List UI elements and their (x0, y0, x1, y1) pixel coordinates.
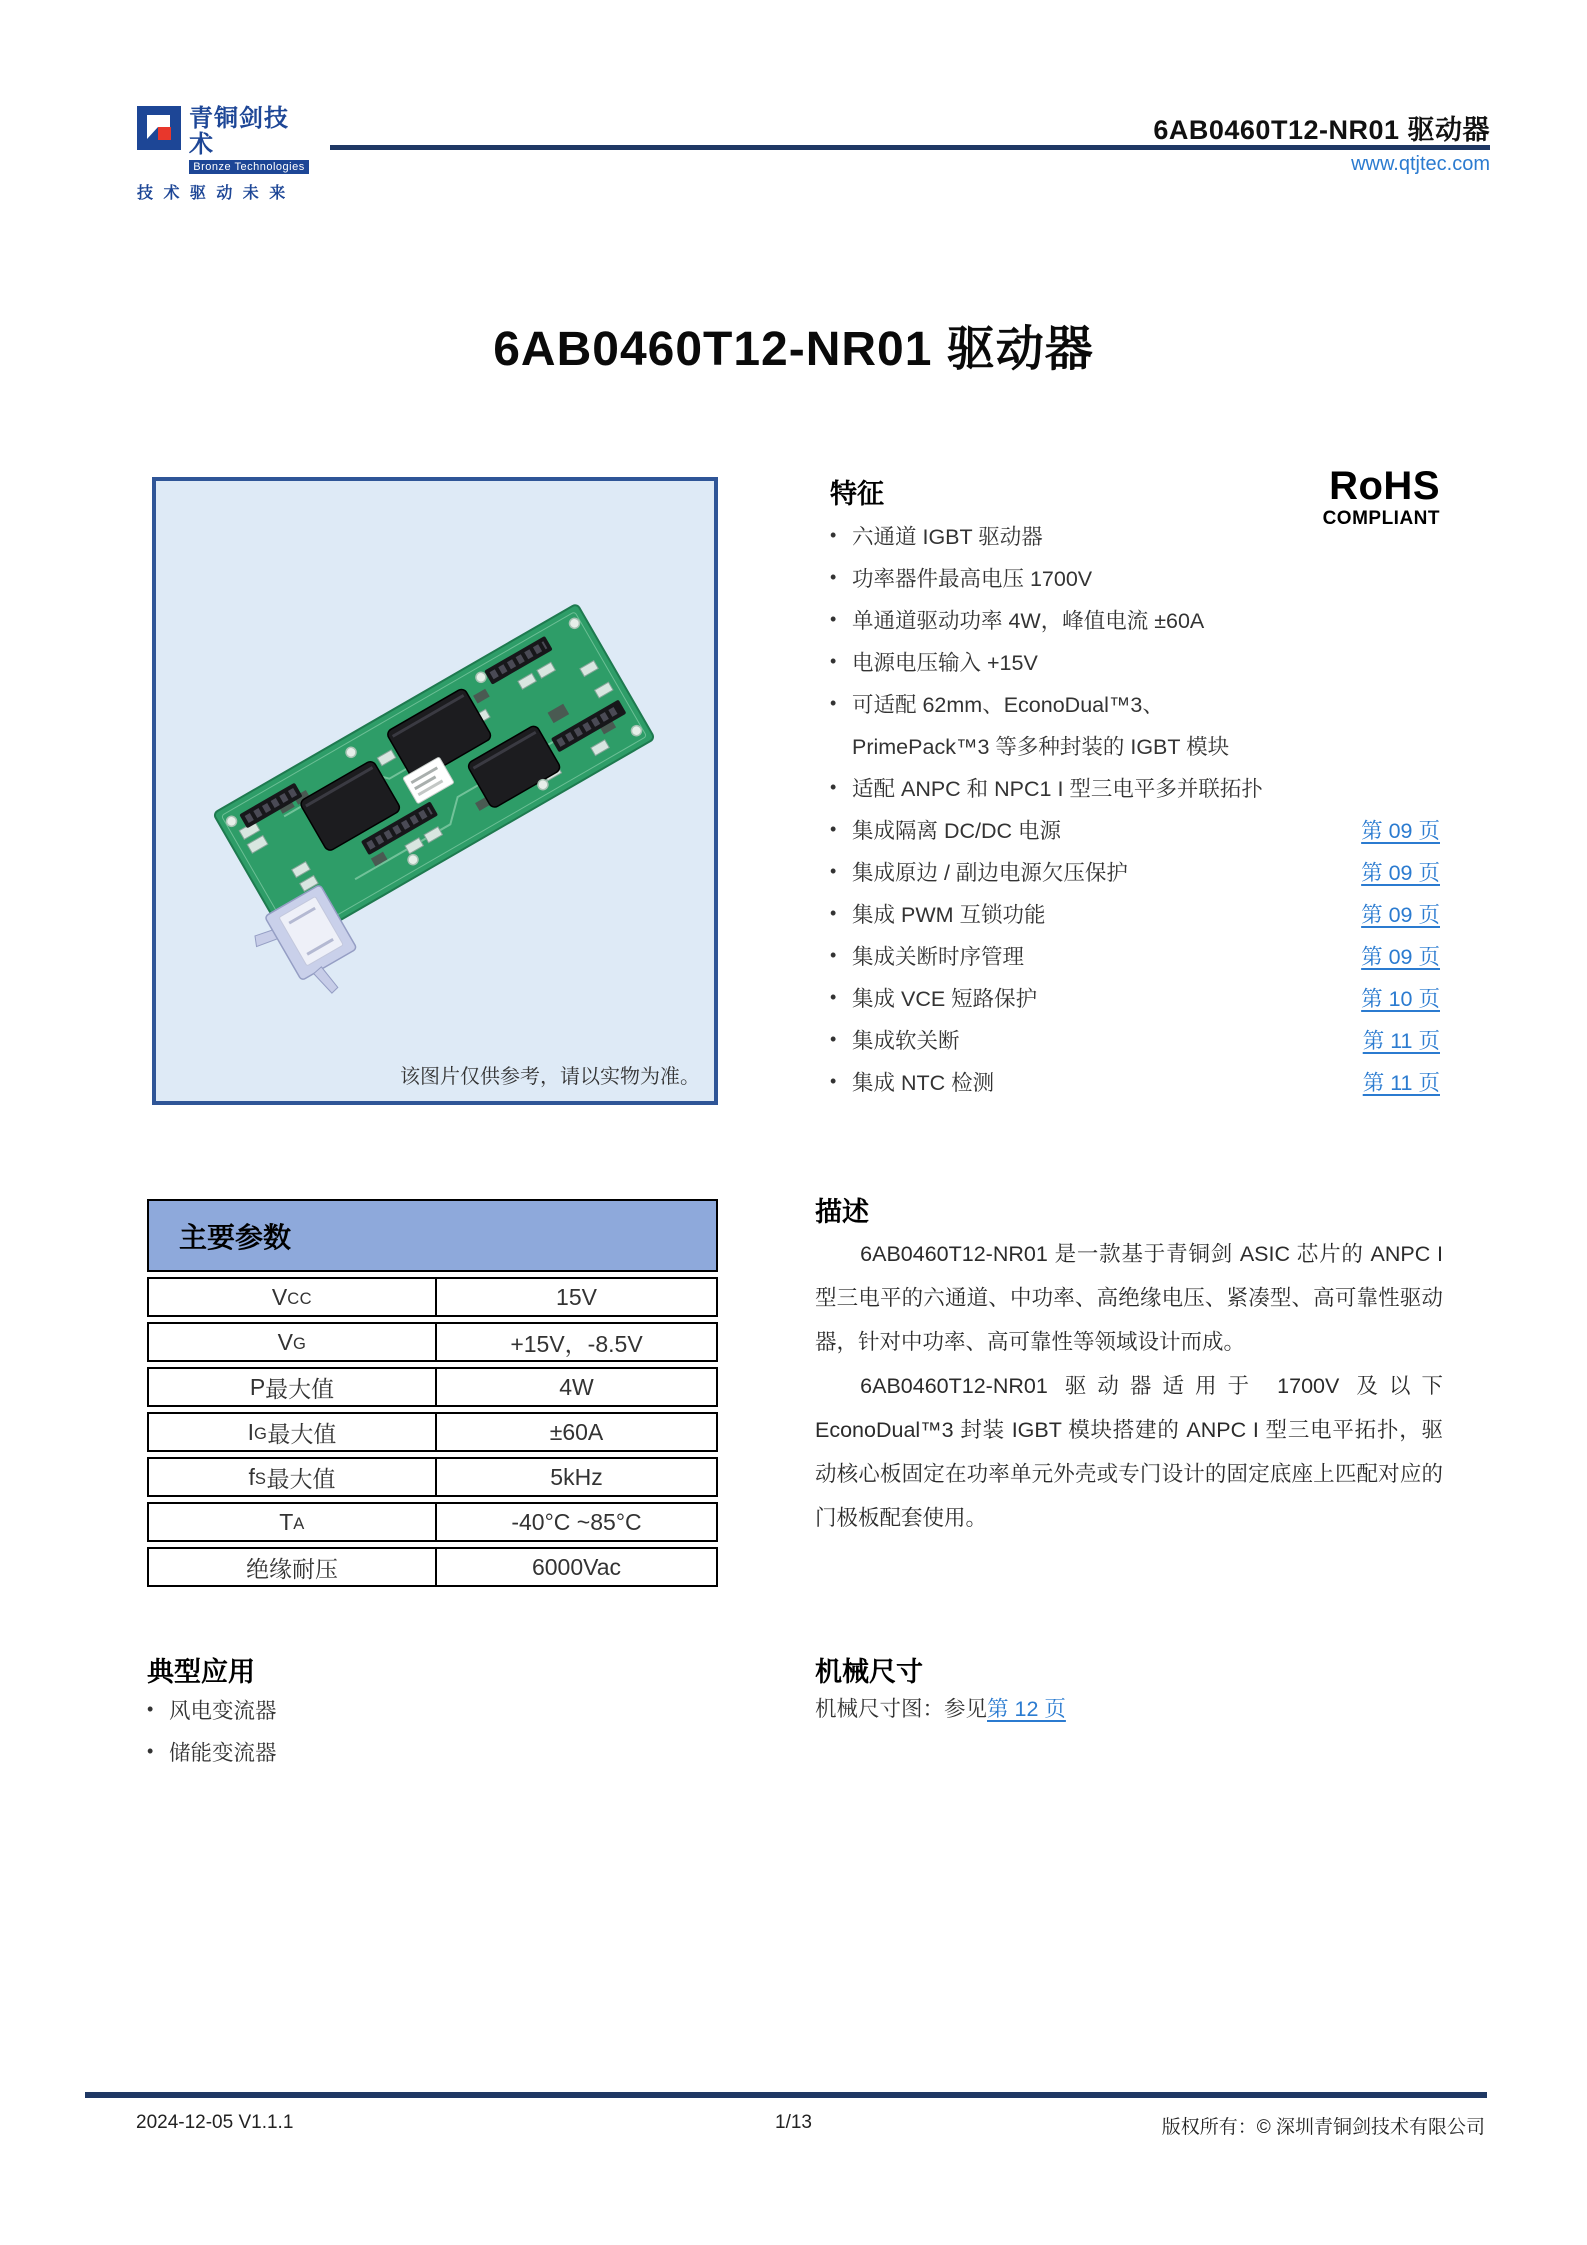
mechanical-text: 机械尺寸图：参见 (815, 1697, 988, 1721)
feature-item (830, 850, 1440, 892)
feature-text: 可适配 62mm、EconoDual™3、 (852, 692, 1164, 717)
param-name: V CC (149, 1279, 437, 1315)
feature-item (830, 892, 1440, 934)
feature-text: 集成隔离 DC/DC 电源 (852, 818, 1062, 843)
page-link[interactable]: 第 09 页 (1361, 860, 1440, 885)
pcb-board-illustration (156, 481, 714, 1101)
bullet-icon: • (830, 566, 837, 587)
bullet-icon: • (830, 650, 837, 671)
features-list (830, 514, 1440, 1102)
bullet-icon: • (830, 524, 837, 545)
bullet-icon: • (830, 818, 837, 839)
feature-item (830, 1060, 1440, 1102)
param-name: I G 最大值 (149, 1414, 437, 1450)
brand-name-en: Bronze Technologies (189, 160, 309, 174)
param-value: 4W (559, 1373, 594, 1400)
product-image (152, 477, 718, 1105)
bullet-icon: • (830, 608, 837, 629)
feature-text: 集成 NTC 检测 (852, 1070, 995, 1095)
page-link[interactable]: 第 09 页 (1361, 944, 1440, 969)
bullet-icon: • (830, 1070, 837, 1091)
feature-text: 电源电压输入 +15V (852, 650, 1038, 675)
bullet-icon: • (147, 1698, 154, 1719)
application-item (147, 1730, 547, 1772)
param-value: -40°C ~85°C (511, 1508, 642, 1535)
feature-item (830, 640, 1440, 682)
page-link[interactable]: 第 09 页 (1361, 818, 1440, 843)
feature-item (830, 976, 1440, 1018)
bullet-icon: • (830, 776, 837, 797)
rohs-label: RoHS (1329, 464, 1440, 508)
param-value: 6000Vac (531, 1553, 622, 1580)
company-logo (137, 106, 309, 203)
application-text: 风电变流器 (169, 1698, 277, 1723)
brand-text (189, 106, 309, 174)
applications-heading: 典型应用 (147, 1657, 255, 1687)
bullet-icon: • (830, 1028, 837, 1049)
table-row (147, 1502, 718, 1542)
page-link[interactable]: 第 11 页 (1362, 1070, 1440, 1095)
application-text: 储能变流器 (169, 1740, 277, 1765)
description-paragraph: 6AB0460T12-NR01 是一款基于青铜剑 ASIC 芯片的 ANPC I 型三电平的六通道、中功率、高绝缘电压、紧凑型、高可靠性驱动器，针对中功率、高可靠性等领域设计而成。 (815, 1242, 1443, 1354)
bullet-icon: • (147, 1740, 154, 1761)
feature-item (830, 514, 1440, 556)
table-row (147, 1457, 718, 1497)
footer-divider (85, 2092, 1487, 2098)
feature-text: 集成原边 / 副边电源欠压保护 (852, 860, 1128, 885)
application-item (147, 1688, 547, 1730)
page-link[interactable]: 第 12 页 (987, 1697, 1066, 1721)
feature-text: 集成 PWM 互锁功能 (852, 902, 1046, 927)
feature-item (830, 556, 1440, 598)
param-value: +15V，-8.5V (510, 1330, 643, 1357)
param-name: P 最大值 (149, 1369, 437, 1405)
mechanical-heading: 机械尺寸 (815, 1657, 923, 1687)
table-row (147, 1547, 718, 1587)
param-name: V G (149, 1324, 437, 1360)
header-product-name: 6AB0460T12-NR01 驱动器 (1153, 115, 1490, 145)
bullet-icon: • (830, 986, 837, 1007)
feature-item (830, 598, 1440, 640)
feature-item (830, 766, 1440, 808)
page-link[interactable]: 第 11 页 (1362, 1028, 1440, 1053)
feature-item (830, 808, 1440, 850)
table-row (147, 1367, 718, 1407)
param-value: ±60A (549, 1418, 604, 1445)
bullet-icon: • (830, 944, 837, 965)
feature-text: 集成 VCE 短路保护 (852, 986, 1038, 1011)
applications-list (147, 1688, 547, 1772)
rohs-compliant-label: COMPLIANT (1322, 508, 1440, 529)
parameters-table-header: 主要参数 (147, 1199, 718, 1272)
param-value: 15V (556, 1283, 597, 1310)
table-row (147, 1277, 718, 1317)
bullet-icon: • (830, 902, 837, 923)
bullet-icon: • (830, 692, 837, 713)
website-link[interactable]: www.qtjtec.com (1351, 153, 1490, 175)
feature-item (830, 1018, 1440, 1060)
param-name: 绝缘耐压 (149, 1549, 437, 1585)
description-body (815, 1232, 1443, 1540)
feature-text: 适配 ANPC 和 NPC1 I 型三电平多并联拓扑 (852, 776, 1263, 801)
table-row (147, 1322, 718, 1362)
logo-mark-icon (137, 106, 181, 150)
table-row (147, 1412, 718, 1452)
page-title: 6AB0460T12-NR01 驱动器 (493, 323, 1094, 376)
description-paragraph: 6AB0460T12-NR01 驱动器适用于 1700V 及以下 EconoDual™3 封装 IGBT 模块搭建的 ANPC I 型三电平拓扑，驱动核心板固定在功率单元外壳或专门设计的固定底座上匹配对应的门极板配套使用。 (815, 1374, 1443, 1530)
bullet-icon: • (830, 860, 837, 881)
footer-date-version: 2024-12-05 V1.1.1 (136, 2112, 294, 2133)
param-name: T A (149, 1504, 437, 1540)
mechanical-note (815, 1692, 1066, 1723)
param-name: f S 最大值 (149, 1459, 437, 1495)
header-divider (330, 145, 1490, 150)
feature-item (830, 682, 1440, 724)
features-heading: 特征 (830, 479, 884, 509)
footer-copyright: 版权所有：© 深圳青铜剑技术有限公司 (1161, 2117, 1485, 2138)
page-link[interactable]: 第 09 页 (1361, 902, 1440, 927)
feature-item-continuation (830, 724, 1440, 766)
feature-item (830, 934, 1440, 976)
feature-text: 集成软关断 (852, 1028, 960, 1053)
image-disclaimer: 该图片仅供参考，请以实物为准。 (400, 1066, 700, 1088)
feature-text: 六通道 IGBT 驱动器 (852, 524, 1043, 549)
description-heading: 描述 (815, 1197, 869, 1227)
feature-text: 单通道驱动功率 4W，峰值电流 ±60A (852, 608, 1205, 633)
brand-tagline: 技 术 驱 动 未 来 (137, 185, 289, 202)
param-value: 5kHz (550, 1463, 603, 1490)
page-link[interactable]: 第 10 页 (1361, 986, 1440, 1011)
brand-name-cn: 青铜剑技术 (189, 105, 289, 158)
parameters-table (147, 1199, 718, 1587)
page-number: 1/13 (775, 2112, 812, 2133)
feature-text: PrimePack™3 等多种封装的 IGBT 模块 (852, 734, 1230, 759)
feature-text: 功率器件最高电压 1700V (852, 566, 1093, 591)
feature-text: 集成关断时序管理 (852, 944, 1025, 969)
